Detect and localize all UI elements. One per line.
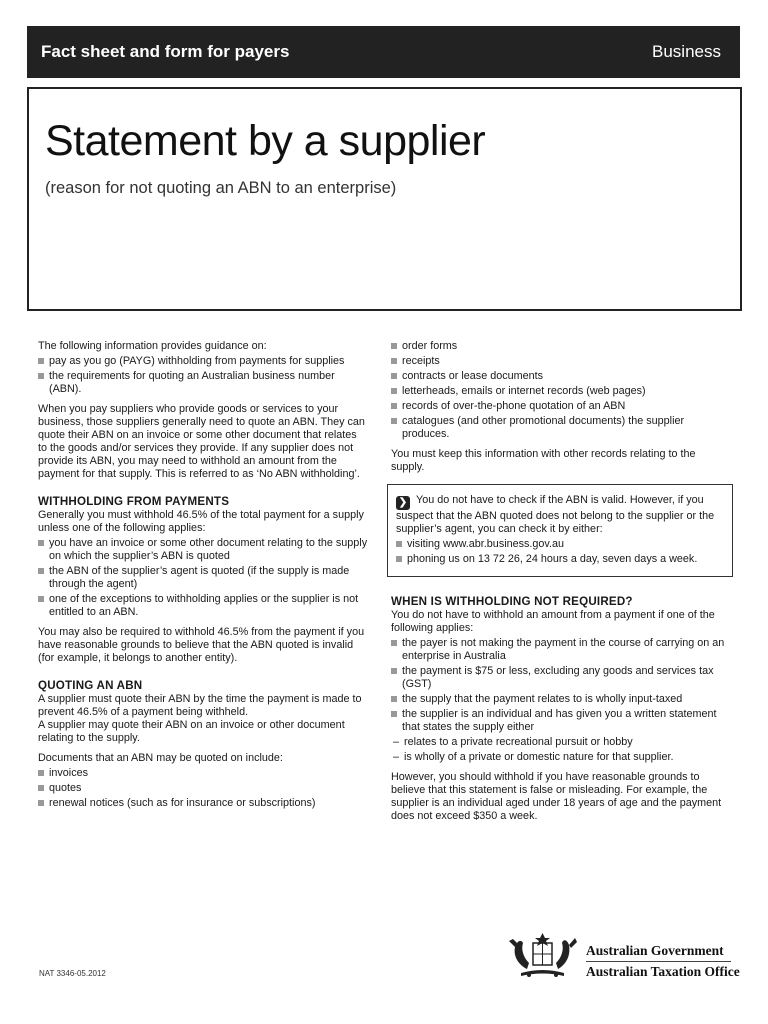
list-item: the payment is $75 or less, excluding any goods and services tax (GST) xyxy=(391,665,726,691)
page-title: Statement by a supplier xyxy=(45,117,486,165)
quoting-list xyxy=(38,767,368,810)
note-text: You do not have to check if the ABN is valid. However, if you suspect that the ABN quoted does not belong to the supplier or the supplier’s agent, you can check it by either: xyxy=(396,494,715,535)
keep-info-text: You must keep this information with other records relating to the supply. xyxy=(391,448,696,473)
coat-of-arms-icon xyxy=(505,929,580,981)
list-item: phoning us on 13 72 26, 24 hours a day, seven days a week. xyxy=(396,553,724,566)
withholding-list xyxy=(38,537,368,619)
list-item: – is wholly of a private or domestic nature for that supplier. xyxy=(393,751,726,764)
quoting-text-2: A supplier may quote their ABN on an invoice or other document relating to the supply. xyxy=(38,719,345,744)
list-item: the supplier is an individual and has given you a written statement that states the supply either xyxy=(391,708,726,734)
quoting-text-3: Documents that an ABN may be quoted on include: xyxy=(38,752,283,764)
list-item: contracts or lease documents xyxy=(391,370,726,383)
withholding-text: Generally you must withhold 46.5% of the total payment for a supply unless one of the following applies: xyxy=(38,509,364,534)
not-required-sublist xyxy=(391,736,726,764)
list-item: visiting www.abr.business.gov.au xyxy=(396,538,724,551)
list-item: quotes xyxy=(38,782,368,795)
quoting-heading: QUOTING AN ABN xyxy=(38,679,143,692)
list-item: the supply that the payment relates to is wholly input-taxed xyxy=(391,693,726,706)
left-column xyxy=(38,340,368,817)
ato-logo xyxy=(505,929,745,984)
list-item: the payer is not making the payment in the course of carrying on an enterprise in Australia xyxy=(391,637,726,663)
logo-divider xyxy=(586,961,731,962)
list-item: one of the exceptions to withholding applies or the supplier is not entitled to an ABN. xyxy=(38,593,368,619)
list-item: pay as you go (PAYG) withholding from payments for supplies xyxy=(38,355,368,368)
header-category: Business xyxy=(652,42,721,61)
header-bar xyxy=(27,26,740,78)
list-item: receipts xyxy=(391,355,726,368)
header-title: Fact sheet and form for payers xyxy=(41,42,290,61)
list-item: letterheads, emails or internet records (web pages) xyxy=(391,385,726,398)
form-code: NAT 3346-05.2012 xyxy=(39,969,106,978)
arrow-right-icon: ❯ xyxy=(396,496,410,510)
title-box xyxy=(27,87,742,311)
list-item: the ABN of the supplier’s agent is quoted (if the supply is made through the agent) xyxy=(38,565,368,591)
list-item: you have an invoice or some other document relating to the supply on which the supplier’s ABN is quoted xyxy=(38,537,368,563)
agency-name: Australian Taxation Office xyxy=(586,964,740,979)
documents-list xyxy=(391,340,726,441)
withholding-paragraph: You may also be required to withhold 46.5% from the payment if you have reasonable grounds to believe that the ABN quoted is invalid (for example, it belongs to another entity). xyxy=(38,626,365,664)
list-item: the requirements for quoting an Australian business number (ABN). xyxy=(38,370,368,396)
not-required-list xyxy=(391,637,726,734)
not-required-paragraph: However, you should withhold if you have reasonable grounds to believe that this statement is false or misleading. For example, the supplier is an individual aged under 18 years of age and the payment does not exceed $350 a week. xyxy=(391,771,722,822)
note-list xyxy=(396,538,724,566)
right-column xyxy=(391,340,726,830)
page-subtitle: (reason for not quoting an ABN to an enterprise) xyxy=(45,179,397,197)
intro-paragraph: When you pay suppliers who provide goods or services to your business, those suppliers generally need to quote an ABN. They can quote their ABN on an invoice or some other document that relates to the goods and/or services they provide. If any supplier does not provide its ABN, you may need to withhold an amount from the payment for that supply. This is referred to as ‘No ABN withholding’. xyxy=(38,403,365,480)
list-item: renewal notices (such as for insurance or subscriptions) xyxy=(38,797,368,810)
list-item: – relates to a private recreational pursuit or hobby xyxy=(393,736,726,749)
withholding-heading: WITHHOLDING FROM PAYMENTS xyxy=(38,495,230,508)
note-box xyxy=(387,484,733,577)
list-item: catalogues (and other promotional documents) the supplier produces. xyxy=(391,415,726,441)
not-required-text: You do not have to withhold an amount from a payment if one of the following applies: xyxy=(391,609,715,634)
quoting-text-1: A supplier must quote their ABN by the time the payment is made to prevent 46.5% of a payment being withheld. xyxy=(38,693,362,718)
list-item: records of over-the-phone quotation of an ABN xyxy=(391,400,726,413)
not-required-heading: WHEN IS WITHHOLDING NOT REQUIRED? xyxy=(391,595,633,608)
list-item: order forms xyxy=(391,340,726,353)
intro-list xyxy=(38,355,368,396)
list-item: invoices xyxy=(38,767,368,780)
government-name: Australian Government xyxy=(586,943,724,958)
intro-text: The following information provides guidance on: xyxy=(38,340,267,352)
